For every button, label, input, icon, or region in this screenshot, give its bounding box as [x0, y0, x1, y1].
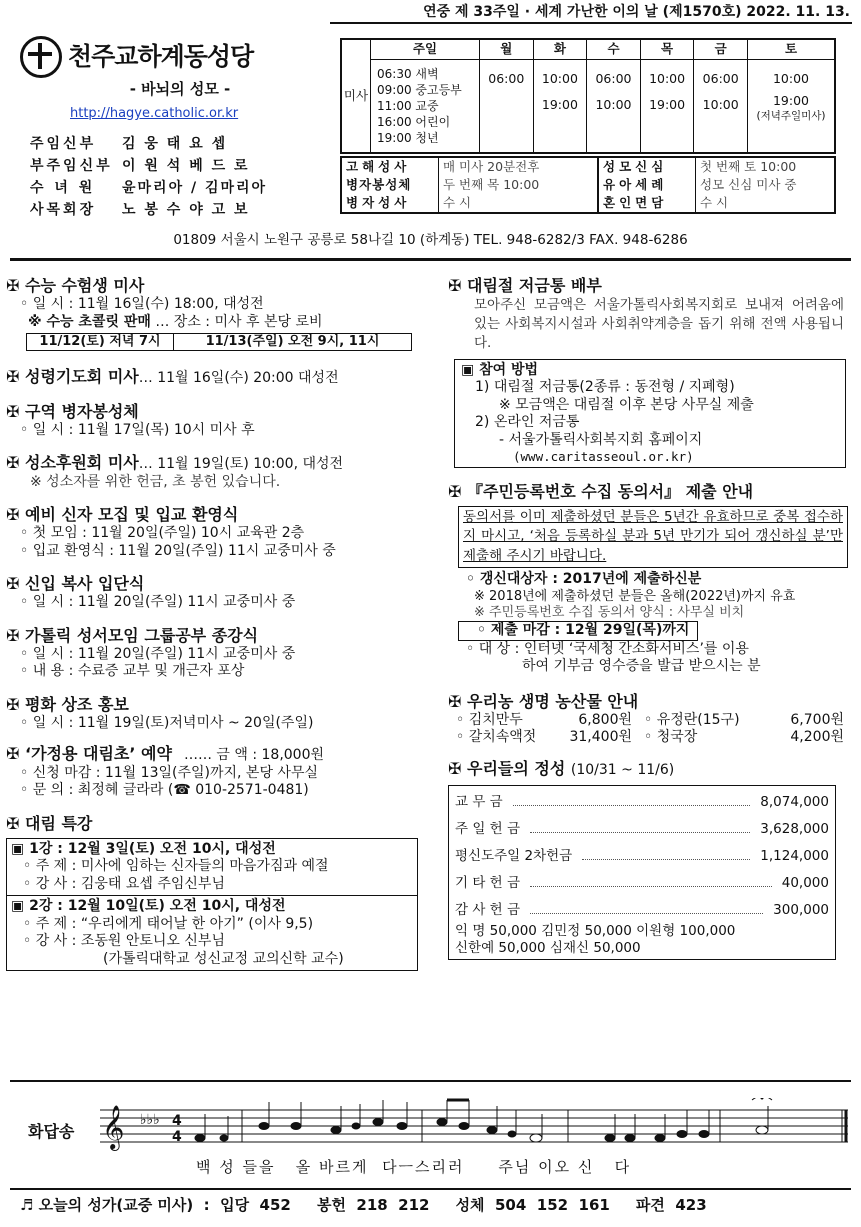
staff-row: 주임신부 김 웅 태 요 셉	[30, 136, 228, 152]
section-suneung: ✠ 수능 수험생 미사	[6, 276, 145, 295]
staff-row: 부주임신부 이 원 석 베 드 로	[30, 158, 250, 174]
section-bible-study: ✠ 가톨릭 성서모임 그룹공부 종강식	[6, 625, 259, 645]
music-divider	[10, 1080, 851, 1082]
suneung-date: ◦ 일 시 : 11월 16일(수) 18:00, 대성전	[20, 296, 264, 312]
caritas-link[interactable]: (www.caritasseoul.or.kr)	[513, 449, 694, 465]
tue-times: 10:00 19:00	[533, 59, 587, 153]
parish-logo	[20, 36, 320, 78]
day-fri: 금	[694, 39, 748, 59]
offering-table	[448, 785, 836, 960]
staff-row: 수 녀 원 윤마리아 / 김마리아	[30, 180, 268, 196]
participation-box: ▣ 참여 방법 1) 대림절 저금통(2종류 : 동전형 / 지폐형) ※ 모금액은 대림절 이후 본당 사무실 제출 2) 온라인 저금통 - 서울가톨릭사회복지회 홈페이지 (www.caritasseoul.or.kr)	[454, 359, 846, 468]
chocolate-sale-title: ※ 수능 초콜릿 판매	[28, 313, 151, 330]
day-sat: 토	[748, 39, 836, 59]
fri-times: 06:00 10:00	[694, 59, 748, 153]
section-farm-products: ✠ 우리농 생명 농산물 안내	[448, 691, 639, 711]
section-resident-number: ✠ 『주민등록번호 수집 동의서』 제출 안내	[448, 481, 754, 501]
info-row: 고해성사 매 미사 20분전후 성모신심 첫 번째 토 10:00	[341, 157, 835, 176]
info-row: 병자성사 수 시 혼인면담 수 시	[341, 194, 835, 213]
svg-text:♭♭♭: ♭♭♭	[140, 1112, 160, 1128]
header-rule	[330, 22, 852, 24]
day-thu: 목	[640, 39, 694, 59]
list-item: ◦ 김치만두 6,800원	[456, 711, 632, 728]
staff-list	[30, 136, 330, 224]
donor-list: 신한예 50,000 심재신 50,000	[455, 940, 641, 957]
left-column: ✠ 수능 수험생 미사 ◦ 일 시 : 11월 16일(수) 18:00, 대성전 ※ 수능 초콜릿 판매 … 장소 : 미사 후 본당 로비 11/12(토) 저녁 7시 11/13(주일) 오전 9시, 11시 ✠ 성령기도회 미사… 11월 16일(수) 20:00 대성전 ✠ 구역 병자봉성체 ◦ 일 시 : 11월 17일(목) 10시 미사 후 ✠ 성소후원회 미사… 11월 19일(토) 10:00, 대성전 ※ 성소자를 위한 헌금, 초 봉헌 있습니다. ✠ 예비 신자 모집 및 입교 환영식 ◦ 첫 모임 : 11월 20일(주일) 10시 교육관 2층 ◦ 입교 환영식 : 11월 20일(주일) 11시 교중미사 중 ✠ 신입 복사 입단식 ◦ 일 시 : 11월 20일(주일) 11시 교중미사 중 ✠ 가톨릭 성서모임 그룹공부 종강식 ◦ 일 시 : 11월 20일(주일) 11시 교중미사 중 ◦ 내 용 : 수료증 교부 및 개근자 포상 ✠ 평화 상조 홍보 ◦ 일 시 : 11월 19일(토)저녁미사 ~ 20일(주일) ✠ ‘가정용 대림초’ 예약 …… 금 액 : 18,000원 ◦ 신청 마감 : 11월 13일(주일)까지, 본당 사무실 ◦ 문 의 : 최정혜 글라라 (☎ 010-2571-0481) ✠ 대림 특강 ▣ 1강 : 12월 3일(토) 오전 10시, 대성전 ◦ 주 제 : 미사에 임하는 신자들의 마음가짐과 예절 ◦ 강 사 : 김웅태 요셉 주임신부님 ▣ 2강 : 12월 10일(토) 오전 10시, 대성전 ◦ 주 제 : “우리에게 태어날 한 아기” (이사 9,5) ◦ 강 사 : 조동원 안토니오 신부님 (가톨릭대학교 성신교정 교의신학 교수)	[6, 276, 416, 971]
section-sick-communion: ✠ 구역 병자봉성체	[6, 401, 139, 421]
day-wed: 수	[587, 39, 641, 59]
header-divider	[10, 258, 851, 261]
staff-row: 사목회장 노 봉 수 야 고 보	[30, 202, 250, 218]
sacrament-info	[340, 156, 836, 214]
section-advent-candle: ✠ ‘가정용 대림초’ 예약 …… 금 액 : 18,000원	[6, 744, 325, 764]
lecture-2-box: ▣ 2강 : 12월 10일(토) 오전 10시, 대성전 ◦ 주 제 : “우리에게 태어날 한 아기” (이사 9,5) ◦ 강 사 : 조동원 안토니오 신부님 (가톨릭대학교 성신교정 교의신학 교수)	[6, 896, 418, 971]
day-mon: 월	[480, 39, 534, 59]
list-item: ◦ 청국장 4,200원	[644, 729, 844, 746]
section-advent-lecture: ✠ 대림 특강	[6, 813, 93, 833]
parish-address: 01809 서울시 노원구 공릉로 58나길 10 (하계동) TEL. 948-6282/3 FAX. 948-6286	[173, 232, 688, 248]
list-item: ◦ 갈치속액젓 31,400원	[456, 729, 632, 746]
farm-product-list	[448, 712, 844, 747]
music-staff	[100, 1098, 850, 1162]
thu-times: 10:00 19:00	[640, 59, 694, 153]
day-sun: 주일	[371, 39, 480, 59]
consent-notice: 동의서를 이미 제출하셨던 분들은 5년간 유효하므로 중복 접수하지 마시고, ‘처음 등록하실 분과 5년 만기가 되어 갱신하실 분’만 제출해 주시기 바랍니다.	[458, 506, 848, 569]
lecture-1-box: ▣ 1강 : 12월 3일(토) 오전 10시, 대성전 ◦ 주 제 : 미사에 임하는 신자들의 마음가짐과 예절 ◦ 강 사 : 김웅태 요셉 주임신부님	[6, 838, 418, 897]
section-funeral-promo: ✠ 평화 상조 홍보	[6, 694, 129, 714]
schedule-row-label: 미사	[341, 39, 371, 153]
table-row: 기 타 헌 금 40,000	[455, 874, 829, 891]
chocolate-sale-times: 11/12(토) 저녁 7시 11/13(주일) 오전 9시, 11시	[26, 333, 412, 351]
svg-text:4: 4	[172, 1113, 182, 1129]
deadline-badge: ◦ 제출 마감 : 12월 29일(목)까지	[458, 621, 698, 641]
table-row: 평신도주일 2차헌금 1,124,000	[455, 847, 829, 864]
sunday-times: 06:30 새벽 09:00 중고등부 11:00 교중 16:00 어린이 19:00 청년	[371, 59, 480, 153]
day-tue: 화	[533, 39, 587, 59]
donor-list: 익 명 50,000 김민정 50,000 이원형 100,000	[455, 923, 736, 940]
sat-times: 10:00 19:00 (저녁주일미사)	[748, 59, 836, 153]
wed-times: 06:00 10:00	[587, 59, 641, 153]
info-row: 병자봉성체 두 번째 목 10:00 유아세례 성모 신심 미사 중	[341, 176, 835, 194]
footer-divider	[10, 1188, 851, 1190]
cross-icon	[20, 36, 62, 78]
svg-text:𝄞: 𝄞	[102, 1105, 125, 1149]
section-charismatic-mass: ✠ 성령기도회 미사… 11월 16일(수) 20:00 대성전	[6, 367, 339, 387]
svg-text:4: 4	[172, 1129, 182, 1145]
table-row: 주 일 헌 금 3,628,000	[455, 820, 829, 837]
section-vocation-mass: ✠ 성소후원회 미사… 11월 19일(토) 10:00, 대성전	[6, 453, 344, 473]
psalm-label: 화답송	[28, 1122, 75, 1141]
parish-patron: - 바뇌의 성모 -	[129, 80, 231, 98]
parish-url-link[interactable]: http://hagye.catholic.or.kr	[70, 106, 239, 121]
list-item: ◦ 유정란(15구) 6,700원	[644, 711, 844, 728]
table-row: 감 사 헌 금 300,000	[455, 901, 829, 918]
mass-schedule	[340, 38, 836, 154]
bulletin-info-line: 연중 제 33주일 · 세계 가난한 이의 날 (제1570호) 2022. 11. 13.	[423, 4, 850, 20]
psalm-score	[20, 1090, 850, 1190]
section-advent-piggybank: ✠ 대림절 저금통 배부	[448, 276, 602, 295]
mon-times: 06:00	[480, 59, 534, 153]
hymn-numbers: ♬ 오늘의 성가(교중 미사) : 입당 452 봉헌 218 212 성체 504 152 161 파견 423	[20, 1196, 707, 1214]
section-altar-server: ✠ 신입 복사 입단식	[6, 574, 145, 594]
psalm-lyrics: 백 성 들을 올 바르게 다ㅡ스리러 주님 이오 신 다	[196, 1158, 632, 1176]
table-row: 교 무 금 8,074,000	[455, 793, 829, 810]
parish-name: 천주교하계동성당	[68, 42, 254, 72]
section-catechumen: ✠ 예비 신자 모집 및 입교 환영식	[6, 505, 239, 525]
section-offerings: ✠ 우리들의 정성 (10/31 ~ 11/6)	[448, 758, 675, 778]
right-column: ✠ 대림절 저금통 배부 모아주신 모금액은 서울가톨릭사회복지회로 보내져 어려움에 있는 사회복지시설과 사회취약계층을 돕기 위해 전액 사용됩니다. ▣ 참여 방법 1) 대림절 저금통(2종류 : 동전형 / 지폐형) ※ 모금액은 대림절 이후 본당 사무실 제출 2) 온라인 저금통 - 서울가톨릭사회복지회 홈페이지 (www.caritasseoul.or.kr) ✠ 『주민등록번호 수집 동의서』 제출 안내 동의서를 이미 제출하셨던 분들은 5년간 유효하므로 중복 접수하지 마시고, ‘처음 등록하실 분과 5년 만기가 되어 갱신하실 분’만 제출해 주시기 바랍니다. ◦ 갱신대상자 : 2017년에 제출하신분 ※ 2018년에 제출하셨던 분들은 올해(2022년)까지 유효 ※ 주민등록번호 수집 동의서 양식 : 사무실 비치 ◦ 제출 마감 : 12월 29일(목)까지 ◦ 대 상 : 인터넷 ‘국세청 간소화서비스’를 이용 하여 기부금 영수증을 발급 받으시는 분 ✠ 우리농 생명 농산물 안내 ◦ 김치만두 6,800원 ◦ 유정란(15구) 6,700원 ◦ 갈치속액젓 31,400원 ◦ 청국장 4,200원 ✠ 우리들의 정성 (10/31 ~ 11/6) 교 무 금 8,074,000 주 일 헌 금 3,628,000 평신도주일 2차헌금 1,124,000 기 타 헌 금 40,000 감 사 헌 금 300,000 익 명 50,000 김민정 50,000 이원형 100,000 신한예 50,000 심재신 50,000	[448, 276, 844, 960]
